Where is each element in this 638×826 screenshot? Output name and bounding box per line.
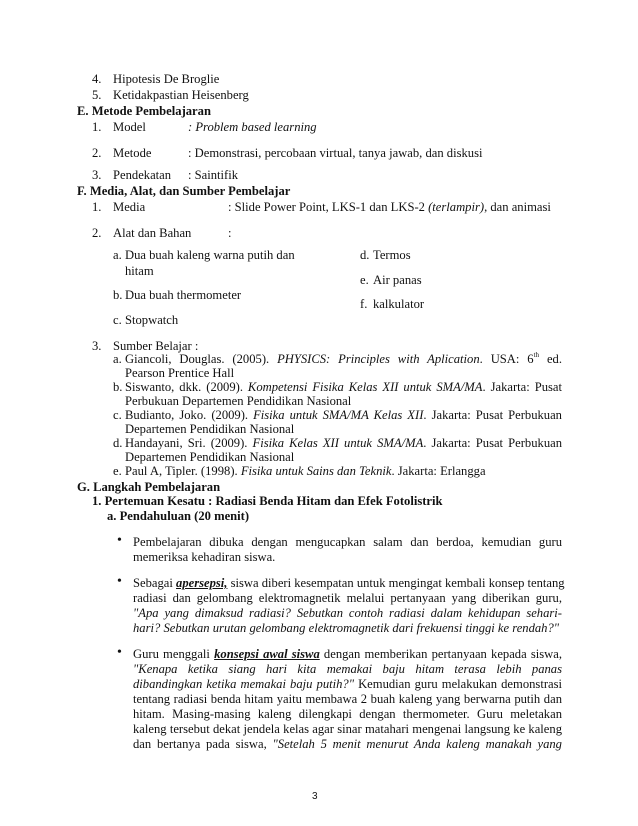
sub-heading: a. Pendahuluan (20 menit) (107, 509, 250, 523)
reference-line: Budianto, Joko. (2009). Fisika untuk SMA/MA Kelas XII. Jakarta: Pusat Perbukuan (125, 408, 562, 422)
alat-letter: d. (360, 248, 370, 262)
list-item-text: Hipotesis De Broglie (113, 72, 220, 86)
paragraph-line: "Kenapa ketika siang hari kita memakai baju hitam terasa lebih panas (133, 662, 562, 676)
alat-item: kalkulator (373, 297, 425, 311)
alat-item: Air panas (373, 273, 422, 287)
bullet-icon: • (117, 533, 122, 548)
reference-line2: Perbukuan Departemen Pendidikan Nasional (125, 394, 352, 408)
alat-letter: c. (113, 313, 122, 327)
method-value: : Saintifik (188, 168, 239, 182)
alat-letter: b. (113, 288, 123, 302)
alat-item: hitam (125, 264, 154, 278)
bullet-icon: • (117, 645, 122, 660)
method-label: Pendekatan (113, 168, 172, 182)
section-g-heading: G. Langkah Pembelajaran (77, 480, 221, 494)
sumber-label: Sumber Belajar : (113, 339, 199, 353)
ref-letter: c. (113, 408, 122, 422)
media-value: : Slide Power Point, LKS-1 dan LKS-2 (terlampir), dan animasi (228, 200, 551, 214)
ref-letter: d. (113, 436, 123, 450)
section-e-heading: E. Metode Pembelajaran (77, 104, 211, 118)
paragraph-line: tentang radiasi benda hitam yaitu membawa 2 buah kaleng yang berwarna putih dan (133, 692, 562, 706)
reference-line: Giancoli, Douglas. (2005). PHYSICS: Principles with Aplication. USA: 6th ed. (125, 351, 562, 366)
paragraph-line: hitam. Masing-masing kaleng dilengkapi dengan thermometer. Guru meletakan (133, 707, 562, 721)
paragraph-line: Sebagai apersepsi, siswa diberi kesempatan untuk mengingat kembali konsep tentang (133, 576, 565, 590)
paragraph-line: Pembelajaran dibuka dengan mengucapkan salam dan berdoa, kemudian guru (133, 535, 562, 549)
alat-item: Stopwatch (125, 313, 179, 327)
reference-line: Handayani, Sri. (2009). Fisika Kelas XII untuk SMA/MA. Jakarta: Pusat Perbukuan (125, 436, 563, 450)
ref-letter: e. (113, 464, 122, 478)
paragraph-line: radiasi dan gelombang elektromagnetik melalui pertanyaan yang diberikan guru, (133, 591, 562, 605)
media-label: Media (113, 200, 146, 214)
alat-item: Dua buah kaleng warna putih dan (125, 248, 295, 262)
alat-item: Termos (373, 248, 411, 262)
ref-letter: a. (113, 352, 122, 366)
method-number: 3. (92, 168, 102, 182)
paragraph-line: hari? Sebutkan urutan gelombang elektromagnetik dari frekuensi tinggi ke rendah?" (133, 621, 560, 635)
meeting-heading: 1. Pertemuan Kesatu : Radiasi Benda Hitam dan Efek Fotolistrik (92, 494, 443, 508)
paragraph-line: dan bertanya pada siswa, "Setelah 5 menit menurut Anda kaleng manakah yang (133, 737, 562, 751)
paragraph-line: memeriksa kehadiran siswa. (133, 550, 276, 564)
method-number: 1. (92, 120, 102, 134)
sumber-number: 3. (92, 339, 102, 353)
reference-line2: Departemen Pendidikan Nasional (125, 450, 295, 464)
page-number: 3 (312, 791, 318, 802)
method-value: : Demonstrasi, percobaan virtual, tanya jawab, dan diskusi (188, 146, 483, 160)
ref-letter: b. (113, 380, 123, 394)
alat-item: Dua buah thermometer (125, 288, 242, 302)
alat-letter: e. (360, 273, 369, 287)
list-item-text: Ketidakpastian Heisenberg (113, 88, 249, 102)
reference-line2: Departemen Pendidikan Nasional (125, 422, 295, 436)
method-label: Model (113, 120, 146, 134)
method-label: Metode (113, 146, 152, 160)
list-number: 5. (92, 88, 102, 102)
paragraph-line: "Apa yang dimaksud radiasi? Sebutkan contoh radiasi dalam kehidupan sehari- (133, 606, 562, 620)
reference-line2: Pearson Prentice Hall (125, 366, 235, 380)
alat-letter: a. (113, 248, 122, 262)
bullet-icon: • (117, 574, 122, 589)
paragraph-line: kaleng tersebut dekat jendela kelas agar sinar matahari mengenai langsung ke kaleng (133, 722, 562, 736)
alat-colon: : (228, 226, 232, 240)
section-f-heading: F. Media, Alat, dan Sumber Pembelajar (77, 184, 291, 198)
paragraph-line: Guru menggali konsepsi awal siswa dengan memberikan pertanyaan kepada siswa, (133, 647, 562, 661)
reference-line: Siswanto, dkk. (2009). Kompetensi Fisika Kelas XII untuk SMA/MA. Jakarta: Pusat (125, 380, 562, 394)
alat-label: Alat dan Bahan (113, 226, 192, 240)
method-number: 2. (92, 146, 102, 160)
media-number: 1. (92, 200, 102, 214)
method-value: : Problem based learning (188, 120, 317, 134)
paragraph-line: dibandingkan ketika memakai baju putih?" Kemudian guru melakukan demonstrasi (133, 677, 562, 691)
alat-letter: f. (360, 297, 368, 311)
alat-number: 2. (92, 226, 102, 240)
reference-line: Paul A, Tipler. (1998). Fisika untuk Sains dan Teknik. Jakarta: Erlangga (125, 464, 486, 478)
list-number: 4. (92, 72, 102, 86)
